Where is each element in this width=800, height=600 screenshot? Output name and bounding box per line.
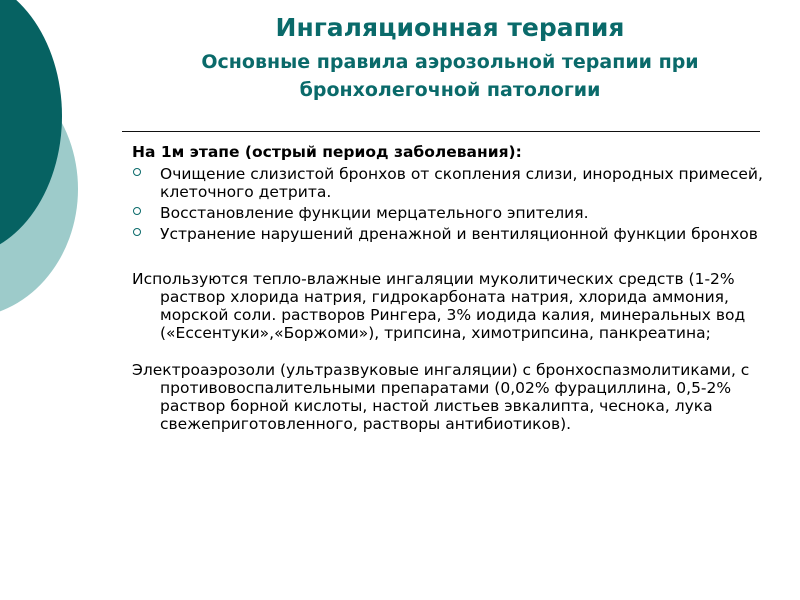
bullet-text: Очищение слизистой бронхов от скопления слизи, инородных примесей, клеточного детрита.: [160, 165, 763, 201]
bullet-ring-icon: [133, 228, 141, 236]
bullet-ring-icon: [133, 168, 141, 176]
bullet-text: Устранение нарушений дренажной и вентиляционной функции бронхов: [160, 225, 758, 243]
paragraph-inhalations: Используются тепло-влажные ингаляции муколитических средств (1-2% раствор хлорида натрия, гидрокарбоната натрия, хлорида аммония, морской соли. растворов Рингера, 3% иодида калия, минеральных вод («Ессентуки»,«Боржоми»), трипсина, химотрипсина, панкреатина;: [132, 270, 746, 342]
title-subtitle: Основные правила аэрозольной терапии при бронхолегочной патологии: [201, 51, 699, 101]
stage-heading: На 1м этапе (острый период заболевания):: [132, 143, 522, 161]
title-main: Ингаляционная терапия: [275, 13, 625, 42]
slide-title: [150, 10, 750, 104]
paragraph-electroaerosols: Электроаэрозоли (ультразвуковые ингаляции) с бронхоспазмолитиками, с противовоспалительными препаратами (0,02% фурациллина, 0,5-2% раствор борной кислоты, настой листьев эвкалипта, чеснока, лука свежеприготовленного, растворы антибиотиков).: [132, 361, 750, 433]
bullet-item: [132, 204, 768, 222]
bullet-text: Восстановление функции мерцательного эпителия.: [160, 204, 589, 222]
bullet-ring-icon: [133, 207, 141, 215]
bullet-list: [132, 165, 768, 243]
title-divider: [122, 131, 760, 132]
slide-body: [132, 143, 768, 433]
bullet-item: [132, 225, 768, 243]
bullet-item: [132, 165, 768, 201]
